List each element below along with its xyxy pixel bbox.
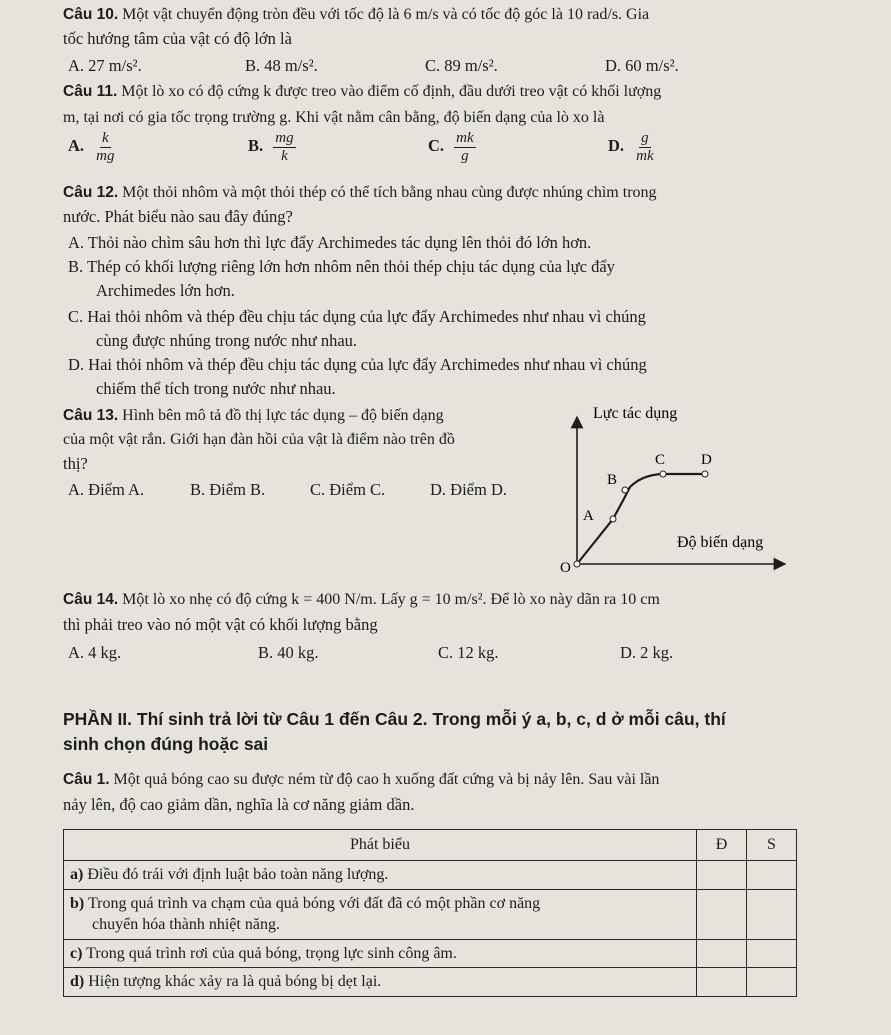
- row-b-false-cell[interactable]: [747, 889, 797, 939]
- row-a-true-cell[interactable]: [696, 861, 746, 890]
- row-c-true-cell[interactable]: [696, 939, 746, 968]
- q12-option-c[interactable]: C. Hai thỏi nhôm và thép đều chịu tác dụng của lực đẩy Archimedes như nhau vì chúng: [68, 307, 646, 326]
- point-b-label: B: [607, 472, 618, 488]
- q12-option-b[interactable]: B. Thép có khối lượng riêng lớn hơn nhôm nên thỏi thép chịu tác dụng của lực đẩy: [68, 257, 615, 276]
- q10-text-1: Một vật chuyển động tròn đều với tốc độ là 6 m/s và có tốc độ góc là 10 rad/s. Gia: [122, 6, 650, 23]
- q14-text-1: Một lò xo nhẹ có độ cứng k = 400 N/m. Lấy g = 10 m/s². Để lò xo này dãn ra 10 cm: [122, 591, 660, 608]
- force-deformation-diagram: [555, 402, 805, 577]
- true-false-table: [63, 829, 797, 997]
- point-d-marker: [702, 471, 708, 477]
- q11-option-b-fraction: [273, 130, 295, 164]
- p2q1-text-2: nảy lên, độ cao giảm dần, nghĩa là cơ năng giảm dần.: [63, 795, 415, 814]
- q11-text-2: m, tại nơi có gia tốc trọng trường g. Khi vật nằm cân bằng, độ biến dạng của lò xo là: [63, 109, 605, 126]
- q14-option-a[interactable]: A. 4 kg.: [68, 643, 122, 662]
- p2q1-text-1: Một quả bóng cao su được ném từ độ cao h xuống đất cứng và bị nảy lên. Sau vài lần: [113, 771, 660, 788]
- q12-option-b-cont: Archimedes lớn hơn.: [96, 281, 235, 300]
- q11-option-c-den: g: [461, 147, 469, 164]
- p2q1-label: Câu 1.: [63, 771, 110, 788]
- statement-header: Phát biểu: [64, 830, 697, 861]
- true-header: Đ: [696, 830, 746, 861]
- q11-option-d-num: g: [641, 130, 649, 146]
- q13-option-a[interactable]: A. Điểm A.: [68, 480, 145, 499]
- q13-option-c[interactable]: C. Điểm C.: [310, 480, 386, 499]
- origin-label: O: [560, 560, 571, 576]
- q11-option-d-den: mk: [636, 147, 654, 164]
- q10-option-b[interactable]: B. 48 m/s².: [245, 56, 318, 75]
- q11-option-d-fraction: [634, 130, 656, 164]
- q12-option-d[interactable]: D. Hai thỏi nhôm và thép đều chịu tác dụng của lực đẩy Archimedes như nhau vì chúng: [68, 355, 647, 374]
- point-d-label: D: [701, 452, 712, 468]
- q14-option-d[interactable]: D. 2 kg.: [620, 643, 674, 662]
- q11-option-c[interactable]: [428, 130, 476, 164]
- row-d-statement: [64, 968, 697, 997]
- q11-option-d[interactable]: [608, 130, 656, 164]
- point-b-marker: [622, 487, 628, 493]
- q11-option-a-num: k: [102, 130, 109, 146]
- row-c-text: Trong quá trình rơi của quả bóng, trọng lực sinh công âm.: [86, 944, 457, 962]
- row-a-label: a): [70, 866, 84, 883]
- q10-option-a[interactable]: A. 27 m/s².: [68, 56, 142, 75]
- q11-option-b-den: k: [281, 147, 288, 164]
- p2q1-line-1: [63, 770, 659, 790]
- point-c-marker: [660, 471, 666, 477]
- q12-text-1: Một thỏi nhôm và một thỏi thép có thể tích bằng nhau cùng được nhúng chìm trong: [122, 184, 657, 201]
- q10-option-c[interactable]: C. 89 m/s².: [425, 56, 498, 75]
- q12-text-2: nước. Phát biểu nào sau đây đúng?: [63, 207, 293, 226]
- q11-option-b-num: mg: [275, 130, 294, 146]
- row-b-statement: [64, 889, 697, 939]
- row-b-label: b): [70, 894, 85, 912]
- q12-option-a[interactable]: A. Thỏi nào chìm sâu hơn thì lực đẩy Archimedes tác dụng lên thỏi đó lớn hơn.: [68, 233, 592, 252]
- q11-option-c-letter: C.: [428, 135, 445, 155]
- q14-label: Câu 14.: [63, 591, 119, 608]
- q13-text-1: Hình bên mô tả đồ thị lực tác dụng – độ biến dạng: [122, 407, 444, 424]
- q11-option-a-fraction: [94, 130, 116, 164]
- point-a-marker: [610, 516, 616, 522]
- q14-line-1: [63, 590, 660, 610]
- table-row: [64, 939, 797, 968]
- row-b-true-cell[interactable]: [696, 889, 746, 939]
- row-c-statement: [64, 939, 697, 968]
- q13-text-3: thị?: [63, 454, 88, 473]
- q11-option-b-letter: B.: [248, 135, 264, 155]
- row-a-false-cell[interactable]: [747, 861, 797, 890]
- q14-option-c[interactable]: C. 12 kg.: [438, 643, 499, 662]
- row-d-text: Hiện tượng khác xảy ra là quả bóng bị dẹt lại.: [88, 973, 382, 991]
- row-d-true-cell[interactable]: [696, 968, 746, 997]
- table-row: [64, 889, 797, 939]
- q11-option-b[interactable]: [248, 130, 296, 164]
- q12-option-c-cont: cùng được nhúng trong nước như nhau.: [96, 331, 358, 350]
- q11-text-1: Một lò xo có độ cứng k được treo vào điểm cố định, đầu dưới treo vật có khối lượng: [121, 83, 662, 100]
- q11-option-a-den: mg: [96, 147, 115, 164]
- q13-label: Câu 13.: [63, 407, 119, 424]
- point-c-label: C: [655, 452, 666, 468]
- row-b-text-2: chuyển hóa thành nhiệt năng.: [92, 916, 280, 934]
- q10-label: Câu 10.: [63, 6, 119, 23]
- q10-line-1: [63, 5, 649, 25]
- q13-line-1: [63, 406, 444, 426]
- table-row: [64, 968, 797, 997]
- row-a-statement: [64, 861, 697, 890]
- q14-option-b[interactable]: B. 40 kg.: [258, 643, 319, 662]
- q12-label: Câu 12.: [63, 184, 119, 201]
- false-header: S: [747, 830, 797, 861]
- q11-option-d-letter: D.: [608, 135, 625, 155]
- q10-text-2: tốc hướng tâm của vật có độ lớn là: [63, 29, 292, 48]
- q13-text-2: của một vật rắn. Giới hạn đàn hồi của vật là điểm nào trên đồ: [63, 431, 455, 448]
- row-c-label: c): [70, 944, 83, 962]
- q13-option-b[interactable]: B. Điểm B.: [190, 480, 266, 499]
- q12-option-d-cont: chiếm thể tích trong nước như nhau.: [96, 379, 336, 398]
- q11-option-c-num: mk: [456, 130, 474, 146]
- row-a-text: Điều đó trái với định luật bảo toàn năng lượng.: [87, 866, 389, 883]
- point-a-label: A: [583, 508, 594, 524]
- table-header-row: [64, 830, 797, 861]
- q11-option-a-letter: A.: [68, 135, 85, 155]
- row-d-false-cell[interactable]: [747, 968, 797, 997]
- point-o-marker: [574, 561, 580, 567]
- q12-line-1: [63, 183, 657, 203]
- q14-text-2: thì phải treo vào nó một vật có khối lượng bằng: [63, 615, 378, 634]
- part2-heading-line-1: PHẦN II. Thí sinh trả lời từ Câu 1 đến Câu 2. Trong mỗi ý a, b, c, d ở mỗi câu, thí: [63, 709, 726, 729]
- q13-option-d[interactable]: D. Điểm D.: [430, 480, 507, 499]
- q11-option-c-fraction: [454, 130, 476, 164]
- y-axis-label: Lực tác dụng: [593, 405, 678, 422]
- table-row: [64, 861, 797, 890]
- x-axis-label: Độ biến dạng: [677, 534, 764, 551]
- q11-option-a[interactable]: [68, 130, 117, 164]
- q11-label: Câu 11.: [63, 83, 118, 100]
- row-b-text: Trong quá trình va chạm của quả bóng với đất đã có một phần cơ năng: [87, 894, 541, 912]
- row-c-false-cell[interactable]: [747, 939, 797, 968]
- q10-option-d[interactable]: D. 60 m/s².: [605, 56, 679, 75]
- row-d-label: d): [70, 973, 85, 991]
- part2-heading-line-2: sinh chọn đúng hoặc sai: [63, 734, 269, 754]
- q11-line-1: [63, 82, 661, 102]
